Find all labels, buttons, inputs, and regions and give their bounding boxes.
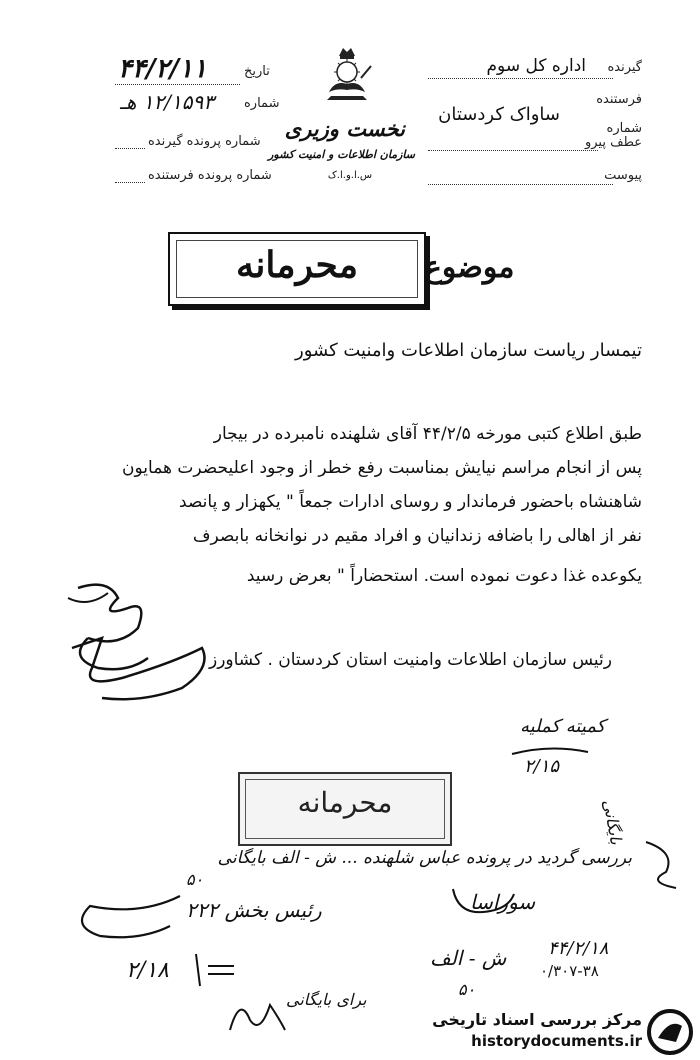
body-line-5: یکوعده غذا دعوت نموده است. استحضاراً " بعرض رسید [246, 566, 642, 586]
note-for-archive: برای بایگانی [286, 990, 367, 1009]
number-value: ۱۲/۱۵۹۳ هـ [120, 90, 214, 114]
note-code: ۰/۳۰۷-۳۸ [540, 962, 599, 980]
note-archive-vertical: بایگانی [599, 798, 626, 846]
date-value: ۴۴/۲/۱۱ [118, 54, 207, 84]
subject-label: موضوع [424, 250, 515, 285]
note-date-1: ۲/۱۵ [524, 756, 560, 777]
body-line-4: نفر از اهالی را باضافه زندانیان و افراد مقیم در نوانخانه بابصرف [192, 526, 642, 546]
body-line-1: طبق اطلاع کتبی مورخه ۴۴/۲/۵ آقای شلهنده نامبرده در بیجار [213, 424, 642, 444]
body-line-2: پس از انجام مراسم نیایش بمناسبت رفع خطر از وجود اعلیحضرت همایون [122, 458, 642, 478]
subject-stamp [168, 232, 426, 306]
emblem-code: س.ا.و.ا.ک [327, 170, 373, 181]
bottom-stamp-text: محرمانه [297, 786, 393, 819]
receiver-value: اداره کل سوم [486, 56, 586, 76]
date-label: تاریخ [244, 64, 270, 79]
date-2-marks [190, 950, 240, 990]
note-section-head: رئیس بخش ۲۲۲ [186, 898, 322, 922]
note-committee: کمیته کملیه [520, 716, 606, 737]
attachment-dotted-line [428, 184, 613, 185]
note-reviewed: بررسی گردید در پرونده عباس شلهنده ... ش - الف بایگانی [217, 848, 632, 868]
sender-file-label: شماره پرونده فرستنده [148, 168, 272, 183]
followup-dotted-line [428, 150, 598, 151]
receiver-file-label: شماره پرونده گیرنده [148, 134, 261, 149]
emblem-title: نخست وزیری [284, 116, 405, 141]
sender-label: فرستنده [596, 92, 642, 107]
subject-value: محرمانه [236, 244, 358, 286]
watermark-logo-icon [646, 1008, 694, 1056]
note-fifty-1: ۵۰ [186, 870, 204, 889]
attachment-label: پیوست [604, 168, 642, 183]
section-head-scribble [60, 886, 200, 946]
addressee: تیمسار ریاست سازمان اطلاعات وامنیت کشور [295, 340, 642, 361]
note-fifty-2: ۵۰ [458, 980, 476, 999]
emblem-subtitle: سازمان اطلاعات و امنیت کشور [268, 148, 415, 161]
emblem [268, 42, 415, 202]
receiver-dotted-line [428, 78, 613, 79]
sura-flourish [448, 884, 518, 920]
watermark [418, 1002, 700, 1060]
archive-signature [220, 990, 290, 1040]
watermark-title: مرکز بررسی اسناد تاریخی [432, 1010, 642, 1029]
lion-and-sun-emblem-icon [317, 42, 377, 104]
number-label: شماره [244, 96, 280, 111]
body-line-3: شاهنشاه باحضور فرماندار و روسای ادارات جمعاً " یکهزار و پانصد [179, 492, 642, 512]
note-sura: سوراسا [470, 890, 536, 914]
note-sh-alef: ش - الف [430, 946, 507, 970]
note-date-2: ۲/۱۸ [126, 958, 169, 983]
receiver-label: گیرنده [607, 60, 642, 75]
date-dotted-line [115, 84, 240, 85]
sender-value: ساواک کردستان [438, 104, 560, 125]
note-date-3: ۴۴/۲/۱۸ [548, 938, 609, 959]
margin-scribble [636, 832, 686, 892]
watermark-url: historydocuments.ir [471, 1032, 642, 1050]
receiver-file-dotted-line [115, 148, 145, 149]
signature-scribble [62, 628, 222, 708]
followup-label: شماره عطف پیرو [584, 121, 642, 150]
sender-file-dotted-line [115, 182, 145, 183]
signature-line: رئیس سازمان اطلاعات وامنیت استان کردستان . کشاورز [208, 650, 612, 670]
bottom-confidential-stamp [238, 772, 452, 846]
